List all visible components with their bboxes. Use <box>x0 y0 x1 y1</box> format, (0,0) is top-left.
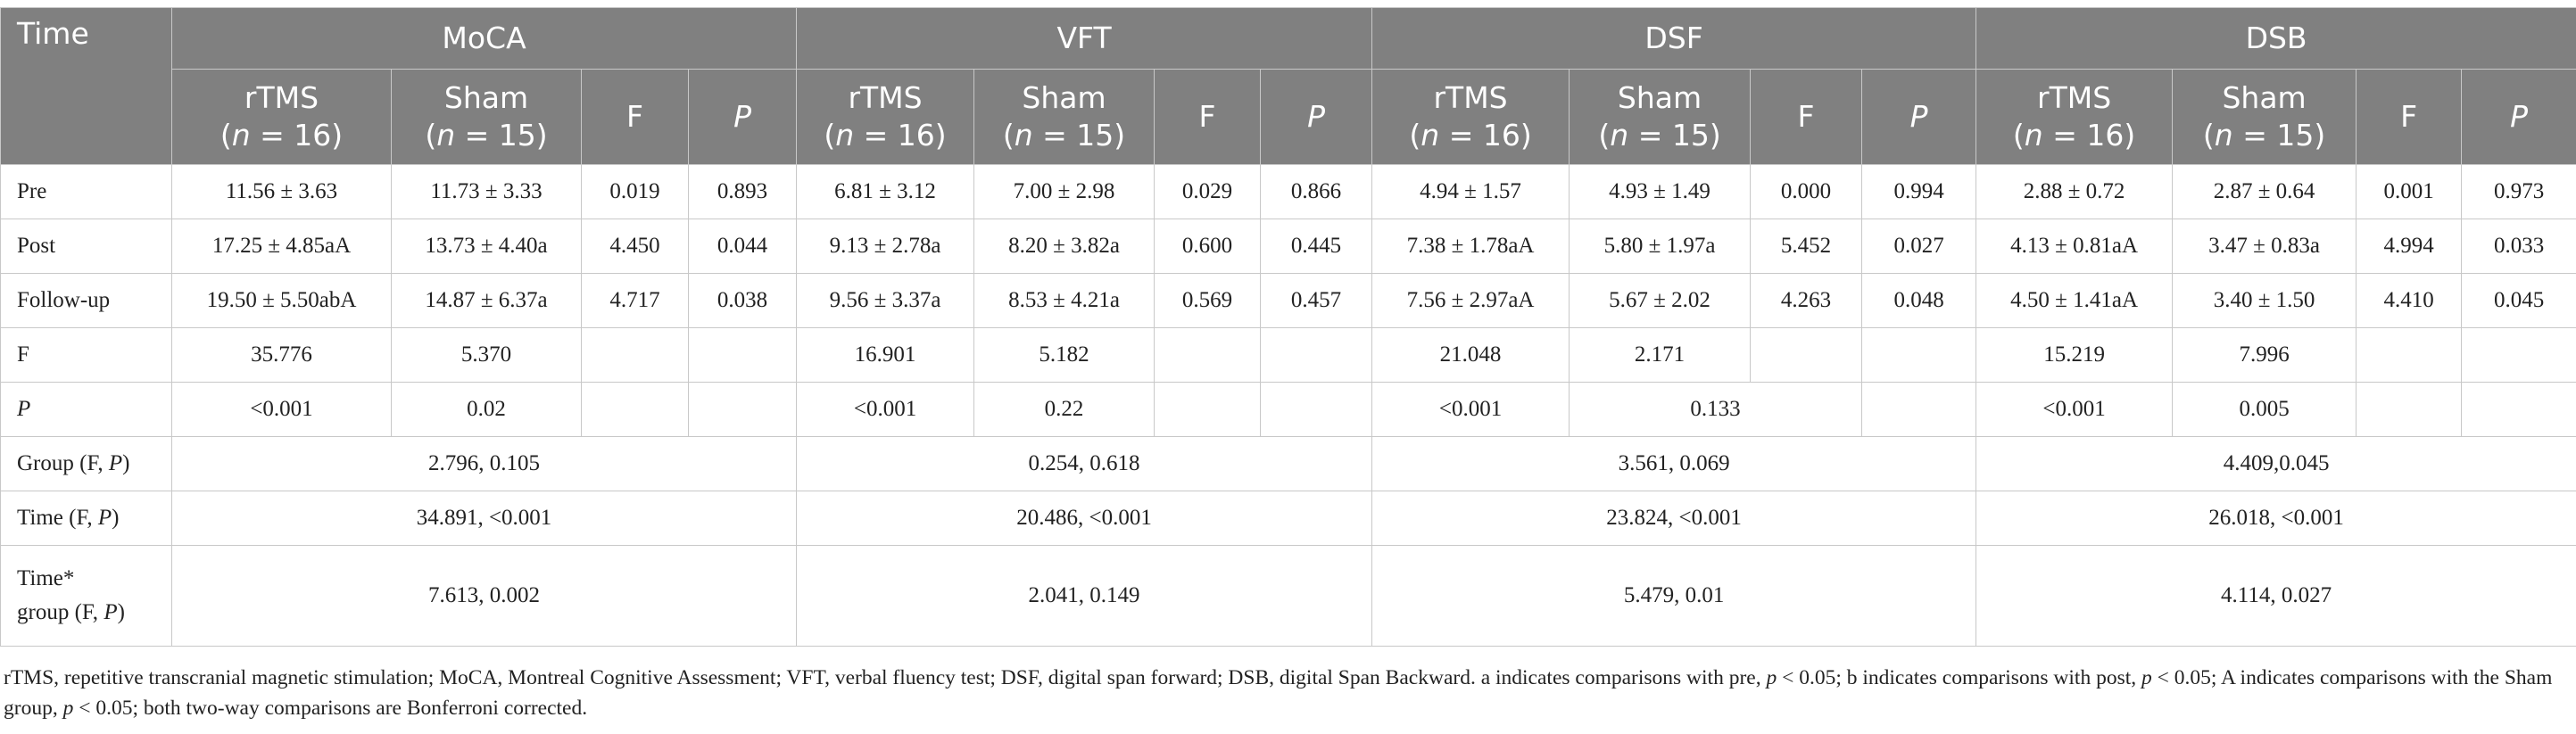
table-cell <box>1261 383 1372 437</box>
table-cell: 0.133 <box>1570 383 1862 437</box>
table-row-p <box>1 383 2576 437</box>
table-cell: 11.73 ± 3.33 <box>392 165 582 219</box>
table-cell: 15.219 <box>1976 328 2173 383</box>
f-column-header: F <box>1155 70 1261 165</box>
table-row-f <box>1 328 2576 383</box>
table-cell: 9.13 ± 2.78a <box>797 219 974 274</box>
table-cell: 2.171 <box>1570 328 1751 383</box>
table-cell <box>2357 328 2462 383</box>
header-row-groups <box>1 8 2576 70</box>
f-column-header: F <box>2357 70 2462 165</box>
vft-group-header: VFT <box>797 8 1372 70</box>
table-cell: 3.561, 0.069 <box>1372 437 1976 491</box>
table-cell: 0.02 <box>392 383 582 437</box>
rtms-column-header: rTMS (n = 16) <box>1976 70 2173 165</box>
f-column-header: F <box>582 70 689 165</box>
table-cell: 0.893 <box>689 165 797 219</box>
row-label: P <box>1 383 172 437</box>
table-cell: 0.22 <box>974 383 1155 437</box>
table-cell: 13.73 ± 4.40a <box>392 219 582 274</box>
table-row-time-effect <box>1 491 2576 546</box>
table-cell: 4.93 ± 1.49 <box>1570 165 1751 219</box>
table-cell <box>1261 328 1372 383</box>
f-column-header: F <box>1751 70 1862 165</box>
table-cell: 4.994 <box>2357 219 2462 274</box>
table-cell <box>689 383 797 437</box>
rtms-column-header: rTMS (n = 16) <box>797 70 974 165</box>
table-cell: 16.901 <box>797 328 974 383</box>
table-cell <box>1862 328 1976 383</box>
rtms-column-header: rTMS (n = 16) <box>172 70 392 165</box>
table-cell: 4.263 <box>1751 274 1862 328</box>
table-cell <box>1751 328 1862 383</box>
sham-column-header: Sham (n = 15) <box>392 70 582 165</box>
dsb-group-header: DSB <box>1976 8 2576 70</box>
table-cell: 0.033 <box>2462 219 2576 274</box>
table-cell: 5.479, 0.01 <box>1372 546 1976 647</box>
table-cell: 0.027 <box>1862 219 1976 274</box>
time-column-header: Time <box>1 8 172 165</box>
table-cell: 11.56 ± 3.63 <box>172 165 392 219</box>
row-label: Group (F, P) <box>1 437 172 491</box>
table-cell: 2.87 ± 0.64 <box>2173 165 2357 219</box>
table-cell: 0.973 <box>2462 165 2576 219</box>
table-cell: 2.041, 0.149 <box>797 546 1372 647</box>
sham-column-header: Sham (n = 15) <box>2173 70 2357 165</box>
dsf-group-header: DSF <box>1372 8 1976 70</box>
table-cell: 0.044 <box>689 219 797 274</box>
table-cell <box>582 383 689 437</box>
row-label: Time* group (F, P) <box>1 546 172 647</box>
table-cell: 0.445 <box>1261 219 1372 274</box>
table-cell: 6.81 ± 3.12 <box>797 165 974 219</box>
p-column-header: P <box>2462 70 2576 165</box>
table-cell: 20.486, <0.001 <box>797 491 1372 546</box>
table-cell: 34.891, <0.001 <box>172 491 797 546</box>
header-row-subcolumns <box>1 70 2576 165</box>
table-cell <box>2462 383 2576 437</box>
row-label: Post <box>1 219 172 274</box>
table-cell: 4.13 ± 0.81aA <box>1976 219 2173 274</box>
table-cell: 0.001 <box>2357 165 2462 219</box>
table-row-pre <box>1 165 2576 219</box>
table-body <box>1 165 2576 647</box>
table-cell: 4.409,0.045 <box>1976 437 2576 491</box>
table-cell: 0.866 <box>1261 165 1372 219</box>
table-cell: 19.50 ± 5.50abA <box>172 274 392 328</box>
table-cell <box>582 328 689 383</box>
table-cell: 0.048 <box>1862 274 1976 328</box>
table-cell: 0.029 <box>1155 165 1261 219</box>
table-cell <box>1155 383 1261 437</box>
table-cell: <0.001 <box>1976 383 2173 437</box>
table-cell: 7.00 ± 2.98 <box>974 165 1155 219</box>
table-cell: 0.600 <box>1155 219 1261 274</box>
table-cell: 0.569 <box>1155 274 1261 328</box>
table-cell: 4.450 <box>582 219 689 274</box>
table-cell: 0.000 <box>1751 165 1862 219</box>
table-cell: 35.776 <box>172 328 392 383</box>
table-cell: 5.370 <box>392 328 582 383</box>
row-label: Follow-up <box>1 274 172 328</box>
table-cell: 2.88 ± 0.72 <box>1976 165 2173 219</box>
table-cell: 5.80 ± 1.97a <box>1570 219 1751 274</box>
table-cell: 7.996 <box>2173 328 2357 383</box>
table-cell: 21.048 <box>1372 328 1570 383</box>
table-cell <box>689 328 797 383</box>
table-cell: 0.038 <box>689 274 797 328</box>
table-cell <box>2462 328 2576 383</box>
table-cell: 8.53 ± 4.21a <box>974 274 1155 328</box>
table-row-group-effect <box>1 437 2576 491</box>
p-column-header: P <box>1261 70 1372 165</box>
table-cell: 0.005 <box>2173 383 2357 437</box>
table-cell: 7.613, 0.002 <box>172 546 797 647</box>
row-label: F <box>1 328 172 383</box>
table-cell: 17.25 ± 4.85aA <box>172 219 392 274</box>
table-row-post <box>1 219 2576 274</box>
p-column-header: P <box>689 70 797 165</box>
table-row-interaction <box>1 546 2576 647</box>
sham-column-header: Sham (n = 15) <box>974 70 1155 165</box>
table-cell: 3.40 ± 1.50 <box>2173 274 2357 328</box>
table-cell: 23.824, <0.001 <box>1372 491 1976 546</box>
table-cell <box>1862 383 1976 437</box>
table-cell <box>2357 383 2462 437</box>
table-row-follow-up <box>1 274 2576 328</box>
sham-column-header: Sham (n = 15) <box>1570 70 1751 165</box>
table-cell: 9.56 ± 3.37a <box>797 274 974 328</box>
table-cell: 7.56 ± 2.97aA <box>1372 274 1570 328</box>
table-cell: 26.018, <0.001 <box>1976 491 2576 546</box>
table-cell: 4.410 <box>2357 274 2462 328</box>
p-column-header: P <box>1862 70 1976 165</box>
table-cell: 14.87 ± 6.37a <box>392 274 582 328</box>
table-cell: 0.019 <box>582 165 689 219</box>
table-cell: 5.67 ± 2.02 <box>1570 274 1751 328</box>
table-cell <box>1155 328 1261 383</box>
table-cell: 0.457 <box>1261 274 1372 328</box>
table-cell: 5.452 <box>1751 219 1862 274</box>
table-cell: 4.114, 0.027 <box>1976 546 2576 647</box>
rtms-column-header: rTMS (n = 16) <box>1372 70 1570 165</box>
row-label: Time (F, P) <box>1 491 172 546</box>
table-cell: 5.182 <box>974 328 1155 383</box>
table-cell: 8.20 ± 3.82a <box>974 219 1155 274</box>
table-cell: <0.001 <box>797 383 974 437</box>
table-cell: 0.045 <box>2462 274 2576 328</box>
table-cell: 0.254, 0.618 <box>797 437 1372 491</box>
row-label: Pre <box>1 165 172 219</box>
table-cell: 7.38 ± 1.78aA <box>1372 219 1570 274</box>
table-footnote: rTMS, repetitive transcranial magnetic stimulation; MoCA, Montreal Cognitive Assessment; VFT, verbal fluency test; DSF, digital span forward; DSB, digital Span Backward. a indicates comparisons with pre, p < 0.05; b indicates comparisons with post, p < 0.05; A indicates comparisons with the Sham group, p < 0.05; both two-way comparisons are Bonferroni corrected. <box>4 666 2553 720</box>
table-cell: 3.47 ± 0.83a <box>2173 219 2357 274</box>
table-cell: 4.94 ± 1.57 <box>1372 165 1570 219</box>
table-cell: 4.717 <box>582 274 689 328</box>
table-cell: 2.796, 0.105 <box>172 437 797 491</box>
table-cell: <0.001 <box>172 383 392 437</box>
table-cell: <0.001 <box>1372 383 1570 437</box>
moca-group-header: MoCA <box>172 8 797 70</box>
results-table <box>0 7 2576 647</box>
table-cell: 0.994 <box>1862 165 1976 219</box>
table-cell: 4.50 ± 1.41aA <box>1976 274 2173 328</box>
